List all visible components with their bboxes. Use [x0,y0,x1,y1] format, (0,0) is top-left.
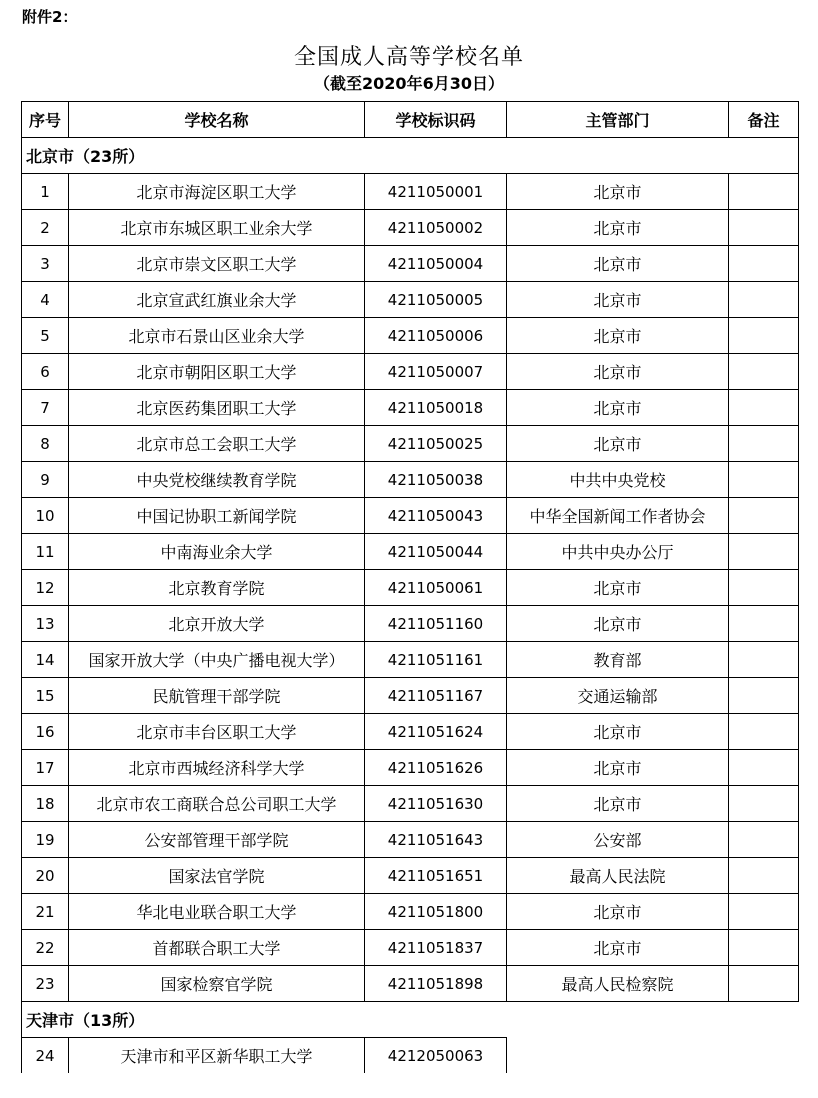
remark [729,174,799,210]
department: 北京市 [507,246,729,282]
department: 北京市 [507,210,729,246]
school-name: 天津市和平区新华职工大学 [69,1038,365,1074]
column-header-remark: 备注 [729,102,799,138]
school-name: 北京市东城区职工业余大学 [69,210,365,246]
remark [729,930,799,966]
school-code: 4211051161 [365,642,507,678]
remark [729,534,799,570]
row-number: 20 [22,858,69,894]
table-row [22,930,799,966]
table-row [22,174,799,210]
school-code: 4211050038 [365,462,507,498]
school-name: 公安部管理干部学院 [69,822,365,858]
school-name: 北京市海淀区职工大学 [69,174,365,210]
department: 北京市 [507,426,729,462]
remark [729,966,799,1002]
school-name: 北京市崇文区职工大学 [69,246,365,282]
school-code: 4211050025 [365,426,507,462]
row-number: 14 [22,642,69,678]
table-row [22,1038,799,1074]
table-row [22,642,799,678]
school-name: 中国记协职工新闻学院 [69,498,365,534]
department: 北京市 [507,354,729,390]
row-number: 12 [22,570,69,606]
school-code: 4211051651 [365,858,507,894]
school-name: 北京市丰台区职工大学 [69,714,365,750]
remark [729,642,799,678]
row-number: 9 [22,462,69,498]
row-number: 15 [22,678,69,714]
school-name: 北京开放大学 [69,606,365,642]
table-header-row [22,102,799,138]
column-header-code: 学校标识码 [365,102,507,138]
school-name: 中央党校继续教育学院 [69,462,365,498]
schools-table [21,101,799,1073]
table-row [22,894,799,930]
school-name: 国家开放大学（中央广播电视大学） [69,642,365,678]
department: 北京市 [507,786,729,822]
school-code: 4211050044 [365,534,507,570]
empty-cell [507,1002,799,1038]
remark [729,498,799,534]
table-row [22,714,799,750]
section-title: 北京市（23所） [22,138,799,174]
table-row [22,318,799,354]
remark [729,822,799,858]
school-name: 国家法官学院 [69,858,365,894]
school-name: 民航管理干部学院 [69,678,365,714]
table-row [22,210,799,246]
school-code: 4211051837 [365,930,507,966]
department: 中共中央党校 [507,462,729,498]
section-row [22,1002,799,1038]
table-row [22,570,799,606]
school-name: 北京市朝阳区职工大学 [69,354,365,390]
department: 公安部 [507,822,729,858]
table-body [22,138,799,1074]
department: 交通运输部 [507,678,729,714]
row-number: 3 [22,246,69,282]
school-name: 华北电业联合职工大学 [69,894,365,930]
remark [729,678,799,714]
row-number: 19 [22,822,69,858]
row-number: 16 [22,714,69,750]
row-number: 7 [22,390,69,426]
row-number: 2 [22,210,69,246]
remark [729,786,799,822]
table-row [22,786,799,822]
school-code: 4211051630 [365,786,507,822]
school-name: 国家检察官学院 [69,966,365,1002]
table-row [22,282,799,318]
school-code: 4211050018 [365,390,507,426]
school-code: 4211051624 [365,714,507,750]
table-row [22,858,799,894]
row-number: 13 [22,606,69,642]
table-row [22,462,799,498]
department: 北京市 [507,714,729,750]
department: 中共中央办公厅 [507,534,729,570]
remark [729,858,799,894]
remark [729,318,799,354]
remark [729,570,799,606]
table-row [22,390,799,426]
table-row [22,246,799,282]
row-number: 1 [22,174,69,210]
table-row [22,534,799,570]
section-row [22,138,799,174]
school-name: 中南海业余大学 [69,534,365,570]
table-row [22,606,799,642]
row-number: 23 [22,966,69,1002]
school-code: 4211050007 [365,354,507,390]
remark [729,1038,799,1074]
school-code: 4211050005 [365,282,507,318]
remark [729,246,799,282]
school-name: 北京市石景山区业余大学 [69,318,365,354]
school-code: 4211051167 [365,678,507,714]
school-code: 4211051626 [365,750,507,786]
school-code: 4211050006 [365,318,507,354]
row-number: 4 [22,282,69,318]
school-code: 4211051160 [365,606,507,642]
department: 北京市 [507,606,729,642]
table-row [22,678,799,714]
remark [729,606,799,642]
row-number: 18 [22,786,69,822]
row-number: 8 [22,426,69,462]
school-name: 北京市西城经济科学大学 [69,750,365,786]
department: 北京市 [507,174,729,210]
school-code: 4212050063 [365,1038,507,1074]
row-number: 5 [22,318,69,354]
remark [729,282,799,318]
remark [729,354,799,390]
table-row [22,426,799,462]
school-code: 4211051898 [365,966,507,1002]
department: 最高人民法院 [507,858,729,894]
row-number: 11 [22,534,69,570]
column-header-dept: 主管部门 [507,102,729,138]
section-title: 天津市（13所） [22,1002,507,1038]
department: 北京市 [507,318,729,354]
row-number: 22 [22,930,69,966]
school-code: 4211051643 [365,822,507,858]
document-subtitle: （截至2020年6月30日） [314,74,504,93]
department: 北京市 [507,570,729,606]
department: 北京市 [507,894,729,930]
school-name: 北京教育学院 [69,570,365,606]
department: 北京市 [507,930,729,966]
table-row [22,822,799,858]
row-number: 6 [22,354,69,390]
department: 最高人民检察院 [507,966,729,1002]
department [507,1038,729,1074]
column-header-name: 学校名称 [69,102,365,138]
department: 中华全国新闻工作者协会 [507,498,729,534]
row-number: 17 [22,750,69,786]
school-name: 北京市农工商联合总公司职工大学 [69,786,365,822]
school-code: 4211050001 [365,174,507,210]
row-number: 24 [22,1038,69,1074]
remark [729,714,799,750]
remark [729,210,799,246]
document-title: 全国成人高等学校名单 [293,45,524,70]
school-code: 4211050002 [365,210,507,246]
school-name: 首都联合职工大学 [69,930,365,966]
row-number: 10 [22,498,69,534]
department: 北京市 [507,282,729,318]
table-row [22,966,799,1002]
school-code: 4211050004 [365,246,507,282]
remark [729,894,799,930]
attachment-label: 附件2： [22,8,78,26]
row-number: 21 [22,894,69,930]
table-row [22,750,799,786]
department: 北京市 [507,750,729,786]
table-row [22,498,799,534]
remark [729,750,799,786]
remark [729,426,799,462]
school-code: 4211051800 [365,894,507,930]
remark [729,462,799,498]
column-header-no: 序号 [22,102,69,138]
school-name: 北京市总工会职工大学 [69,426,365,462]
school-name: 北京医药集团职工大学 [69,390,365,426]
remark [729,390,799,426]
school-code: 4211050043 [365,498,507,534]
department: 北京市 [507,390,729,426]
department: 教育部 [507,642,729,678]
table-row [22,354,799,390]
school-code: 4211050061 [365,570,507,606]
school-name: 北京宣武红旗业余大学 [69,282,365,318]
